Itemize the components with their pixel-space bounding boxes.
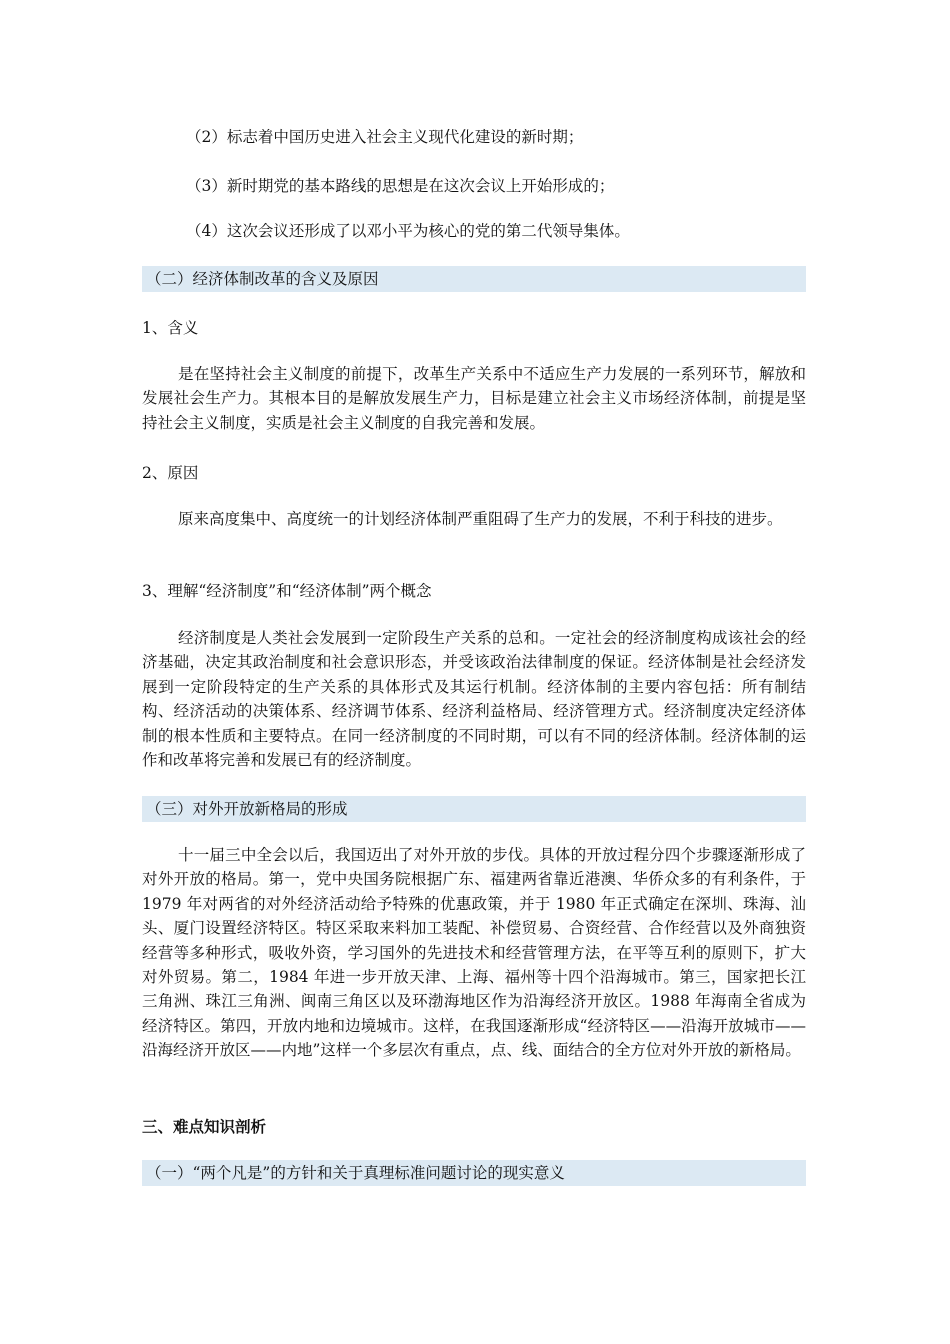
paragraph-meaning: 是在坚持社会主义制度的前提下，改革生产关系中不适应生产力发展的一系列环节，解放和发展社会生产力。其根本目的是解放发展生产力，目标是建立社会主义市场经济体制，前提是坚持社会主义制度，实质是社会主义制度的自我完善和发展。 <box>142 365 806 432</box>
intro-item-3: （3）新时期党的基本路线的思想是在这次会议上开始形成的； <box>186 177 615 195</box>
subheading-concepts: 3、理解“经济制度”和“经济体制”两个概念 <box>142 582 432 600</box>
subheading-meaning: 1、含义 <box>142 319 199 337</box>
section-heading-text: （三）对外开放新格局的形成 <box>146 800 348 818</box>
section-heading-two-whatevers <box>142 1160 806 1186</box>
section-heading-text: （二）经济体制改革的含义及原因 <box>146 270 379 288</box>
section-heading-opening-up <box>142 796 806 822</box>
intro-item-4: （4）这次会议还形成了以邓小平为核心的党的第二代领导集体。 <box>186 222 630 240</box>
paragraph-reason: 原来高度集中、高度统一的计划经济体制严重阻碍了生产力的发展，不利于科技的进步。 <box>178 510 783 528</box>
paragraph-opening-up: 十一届三中全会以后，我国迈出了对外开放的步伐。具体的开放过程分四个步骤逐渐形成了对外开放的格局。第一，党中央国务院根据广东、福建两省靠近港澳、华侨众多的有利条件，于 1979 年对两省的对外经济活动给予特殊的优惠政策，并于 1980 年正式确定在深圳、珠海、汕头、厦门设置经济特区。特区采取来料加工装配、补偿贸易、合资经营、合作经营以及外商独资经营等多种形式，吸收外资，学习国外的先进技术和经营管理方法，在平等互利的原则下，扩大对外贸易。第二，1984 年进一步开放天津、上海、福州等十四个沿海城市。第三，国家把长江三角洲、珠江三角洲、闽南三角区以及环渤海地区作为沿海经济开放区。1988 年海南全省成为经济特区。第四，开放内地和边境城市。这样，在我国逐渐形成“经济特区——沿海开放城市——沿海经济开放区——内地”这样一个多层次有重点，点、线、面结合的全方位对外开放的新格局。 <box>142 846 806 1060</box>
subheading-reason: 2、原因 <box>142 464 199 482</box>
intro-item-2: （2）标志着中国历史进入社会主义现代化建设的新时期； <box>186 128 584 146</box>
part-heading-difficult-points: 三、难点知识剖析 <box>142 1117 267 1136</box>
section-heading-text: （一）“两个凡是”的方针和关于真理标准问题讨论的现实意义 <box>146 1164 565 1182</box>
section-heading-economic-reform <box>142 266 806 292</box>
paragraph-concepts: 经济制度是人类社会发展到一定阶段生产关系的总和。一定社会的经济制度构成该社会的经济基础，决定其政治制度和社会意识形态，并受该政治法律制度的保证。经济体制是社会经济发展到一定阶段特定的生产关系的具体形式及其运行机制。经济体制的主要内容包括：所有制结构、经济活动的决策体系、经济调节体系、经济利益格局、经济管理方式。经济制度决定经济体制的根本性质和主要特点。在同一经济制度的不同时期，可以有不同的经济体制。经济体制的运作和改革将完善和发展已有的经济制度。 <box>142 629 806 770</box>
